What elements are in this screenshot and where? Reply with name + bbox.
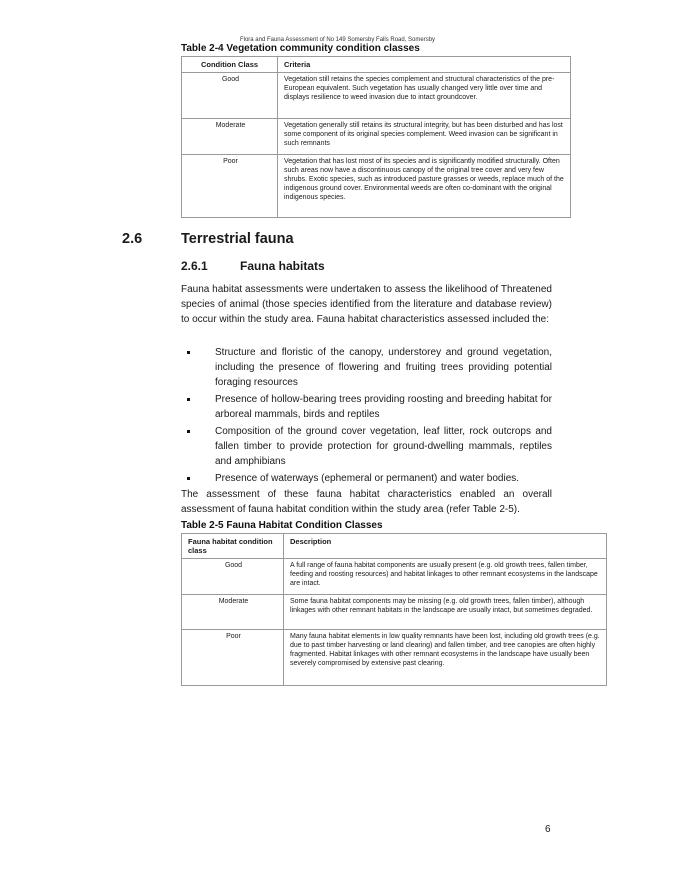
condition-class-cell: Good — [182, 73, 278, 119]
list-item — [181, 471, 552, 486]
table-row — [182, 559, 607, 595]
list-item-text: Structure and floristic of the canopy, understorey and ground vegetation, including the presence of flowering and fruiting trees providing potential foraging resources — [215, 347, 552, 388]
habitat-characteristics-list — [181, 345, 552, 488]
summary-paragraph: The assessment of these fauna habitat characteristics enabled an overall assessment of fauna habitat condition within the study area (refer Table 2-5). — [181, 489, 552, 515]
table-row — [182, 595, 607, 630]
column-header: Condition Class — [182, 57, 278, 73]
table-row — [182, 73, 571, 119]
list-item — [181, 345, 552, 390]
fauna-habitat-table — [181, 533, 607, 686]
description-cell: Some fauna habitat components may be missing (e.g. old growth trees, fallen timber), although linkages with other remnant habitats in the landscape are usually intact, but sometimes degraded. — [284, 595, 607, 630]
description-cell: A full range of fauna habitat components are usually present (e.g. old growth trees, fallen timber, feeding and roosting resources) and habitat linkages to other remnant ecosystems in the landscape are intact. — [284, 559, 607, 595]
section-title: Terrestrial fauna — [181, 231, 294, 247]
list-item-text: Presence of waterways (ephemeral or permanent) and water bodies. — [215, 473, 520, 484]
criteria-cell: Vegetation still retains the species complement and structural characteristics of the pre-European equivalent. Such vegetation has usually changed very little over time and displays resilience to weed invasion due to intact groundcover. — [278, 73, 571, 119]
condition-class-cell: Good — [182, 559, 284, 595]
criteria-cell: Vegetation that has lost most of its species and is significantly modified structurally. Often such areas now have a discontinuous canopy of the original tree cover and very few shrubs. Exotic species, such as introduced pasture grasses or weeds, replace much of the indigenous ground cover. Environmental weeds are often co-dominant with the original indigenous species. — [278, 155, 571, 218]
bullet-icon — [187, 351, 190, 354]
table-header-row — [182, 57, 571, 73]
table-row — [182, 155, 571, 218]
condition-class-cell: Poor — [182, 155, 278, 218]
condition-class-cell: Moderate — [182, 119, 278, 155]
bullet-icon — [187, 477, 190, 480]
table-row — [182, 630, 607, 686]
section-number: 2.6 — [122, 231, 143, 247]
page-number: 6 — [545, 824, 551, 835]
page-header: Flora and Fauna Assessment of No 149 Somersby Falls Road, Somersby — [239, 37, 436, 43]
column-header: Criteria — [278, 57, 571, 73]
list-item-text: Presence of hollow-bearing trees providing roosting and breeding habitat for arboreal mammals, birds and reptiles — [215, 394, 552, 420]
list-item — [181, 392, 552, 422]
vegetation-condition-table — [181, 56, 571, 218]
description-cell: Many fauna habitat elements in low quality remnants have been lost, including old growth trees (e.g. due to past timber harvesting or land clearing) and fallen timber, and tree canopies are often highly fragmented. Habitat linkages with other remnant ecosystems in the landscape have usually been severely compromised by extensive past clearing. — [284, 630, 607, 686]
intro-paragraph: Fauna habitat assessments were undertaken to assess the likelihood of Threatened species of animal (those species identified from the literature and database review) to occur within the study area. Fauna habitat characteristics assessed included the: — [181, 284, 552, 325]
list-item-text: Composition of the ground cover vegetation, leaf litter, rock outcrops and fallen timber to provide protection for ground-dwelling mammals, reptiles and amphibians — [215, 426, 552, 467]
criteria-cell: Vegetation generally still retains its structural integrity, but has been disturbed and has lost some component of its original species complement. Weed invasion can be significant in such remnants — [278, 119, 571, 155]
bullet-icon — [187, 430, 190, 433]
condition-class-cell: Moderate — [182, 595, 284, 630]
table-header-row — [182, 534, 607, 559]
subsection-number: 2.6.1 — [181, 259, 208, 273]
table1-caption: Table 2-4 Vegetation community condition classes — [181, 43, 420, 54]
table-row — [182, 119, 571, 155]
list-item — [181, 424, 552, 469]
bullet-icon — [187, 398, 190, 401]
table2-caption: Table 2-5 Fauna Habitat Condition Classes — [181, 520, 383, 531]
condition-class-cell: Poor — [182, 630, 284, 686]
subsection-title: Fauna habitats — [240, 259, 325, 273]
column-header: Description — [284, 534, 607, 559]
column-header: Fauna habitat condition class — [182, 534, 284, 559]
